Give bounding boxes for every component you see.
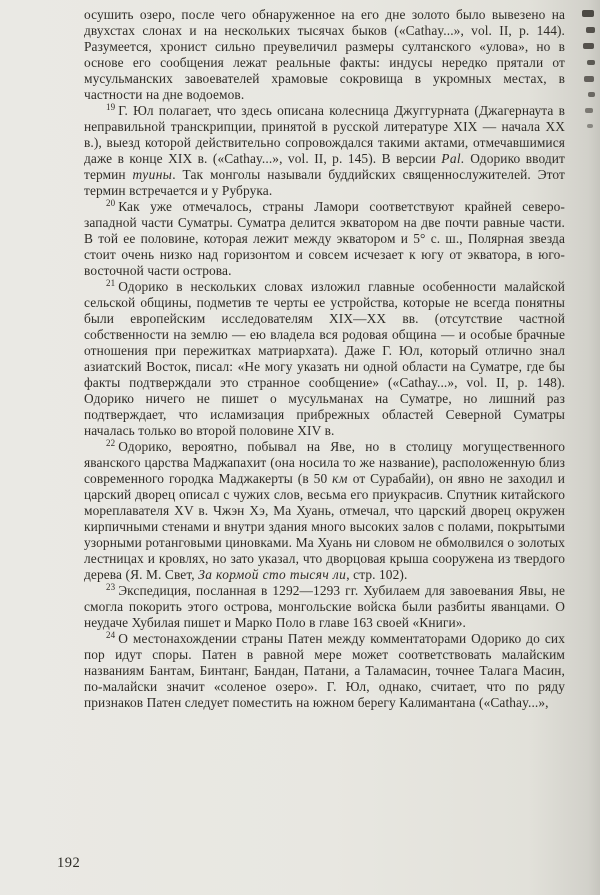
scan-artifact: [585, 108, 593, 113]
footnote-paragraph: [84, 199, 565, 279]
footnote-number: 20: [106, 197, 116, 208]
emphasized-text: туины: [132, 167, 173, 182]
scan-artifact: [588, 92, 595, 97]
footnote-paragraph: [84, 279, 565, 439]
text-segment: Одорико в нескольких словах изложил главные особенности малайской сельской общины, подметив те черты ее устройства, которые не всегда понятны были европейским исследователям XIX—XX вв. (отсутствие частной собственности на землю — ею владела вся родовая община — и особые брачные отношения при пережитках матриархата). Даже Г. Юл, который отлично знал азиатский Восток, писал: «Не могу указать ни одной области на Суматре, где бы факты подтверждали это странное сообщение» («Cathay...», vol. II, p. 148). Одорико ничего не пишет о мусульманах на Суматре, но лишний раз подтверждает, что исламизация прибрежных областей Северной Суматры началась только во второй половине XIV в.: [84, 279, 565, 438]
text-segment: Г. Юл полагает, что здесь описана колесница Джуггурната (Джагернаута в неправильной транскрипции, принятой в русской литературе XIX — начала XX в.), выезд которой действительно сопровождался такими актами, отмечавшимися даже в конце XIX в. («Cathay...», vol. II, p. 145). В версии: [84, 103, 565, 166]
emphasized-text: Pal.: [441, 151, 465, 166]
text-segment: от Сурабайи), он явно не заходил и царский дворец описал с чужих слов, весьма его приукрасив. Спутник китайского мореплавателя XV в. Чжэн Хэ, Ма Хуань, отмечал, что царский дворец окружен кирпичными стенами и внутри здания много высоких залов с полами, покрытыми узорными ротанговыми циновками. Ма Хуань ни словом не обмолвился о золотых лестницах и кровлях, но зато указал, что дворцовая крыша сооружена из твердого дерева (Я. М. Свет,: [84, 471, 566, 582]
text-block: [84, 7, 565, 711]
text-segment: Как уже отмечалось, страны Ламори соответствуют крайней северо-западной части Суматры. Суматра делится экватором на две почти равные части. В той ее половине, которая лежит между экватором и 5° с. ш., Полярная звезда стоит очень низко над горизонтом и совсем исчезает к югу от экватора, в юго-восточной части острова.: [84, 199, 565, 278]
emphasized-text: км: [332, 471, 348, 486]
footnote-paragraph: [84, 439, 565, 583]
text-segment: . Так монголы называли буддийских священнослужителей. Этот термин встречается и у Рубрука.: [84, 167, 565, 198]
page-number: 192: [57, 855, 81, 871]
emphasized-text: За кормой сто тысяч ли: [198, 567, 347, 582]
scan-artifact: [584, 76, 594, 82]
scan-artifact: [587, 124, 593, 128]
text-segment: О местонахождении страны Патен между комментаторами Одорико до сих пор идут споры. Патен в равной мере может соответствовать малайским названиям Бантам, Бинтанг, Бандан, Патани, а Таламасин, точнее Талага Масин, по-малайски значит «соленое озеро». Г. Юл, однако, считает, что по ряду признаков Патен следует поместить на южном берегу Калимантана («Cathay...»,: [84, 631, 565, 710]
footnote-number: 22: [106, 437, 116, 448]
footnote-paragraph: [84, 103, 565, 199]
footnote-number: 21: [106, 277, 116, 288]
text-segment: осушить озеро, после чего обнаруженное на его дне золото было вывезено на двухстах слонах и на нескольких тысячах быков («Cathay...», vol. II, p. 144). Разумеется, хронист сильно преувеличил размеры султанского «улова», но в основе его сообщения лежат реальные факты: индусы нередко прятали от мусульманских завоевателей храмовые сокровища в укромных местах, в частности на дне водоемов.: [84, 7, 565, 102]
footnote-paragraph: [84, 631, 565, 711]
footnote-number: 19: [106, 101, 116, 112]
text-segment: , стр. 102).: [346, 567, 408, 582]
body-paragraph: [84, 7, 565, 103]
footnote-number: 23: [106, 581, 116, 592]
scan-artifact: [587, 60, 595, 65]
footnote-number: 24: [106, 629, 116, 640]
text-segment: Одорико, вероятно, побывал на Яве, но в столицу могущественного яванского царства Маджапахит (она носила то же название), расположенную близ современного городка Маджакерты (в 50: [84, 439, 565, 486]
footnote-paragraph: [84, 583, 565, 631]
scan-artifact: [586, 27, 595, 33]
scan-artifact: [582, 10, 594, 17]
text-segment: Экспедиция, посланная в 1292—1293 гг. Хубилаем для завоевания Явы, не смогла покорить этого острова, монгольские войска были разбиты яванцами. О неудаче Хубилая пишет и Марко Поло в главе 163 своей «Книги».: [84, 583, 565, 630]
scan-artifact: [583, 43, 594, 49]
text-segment: Одорико вводит термин: [84, 151, 565, 182]
